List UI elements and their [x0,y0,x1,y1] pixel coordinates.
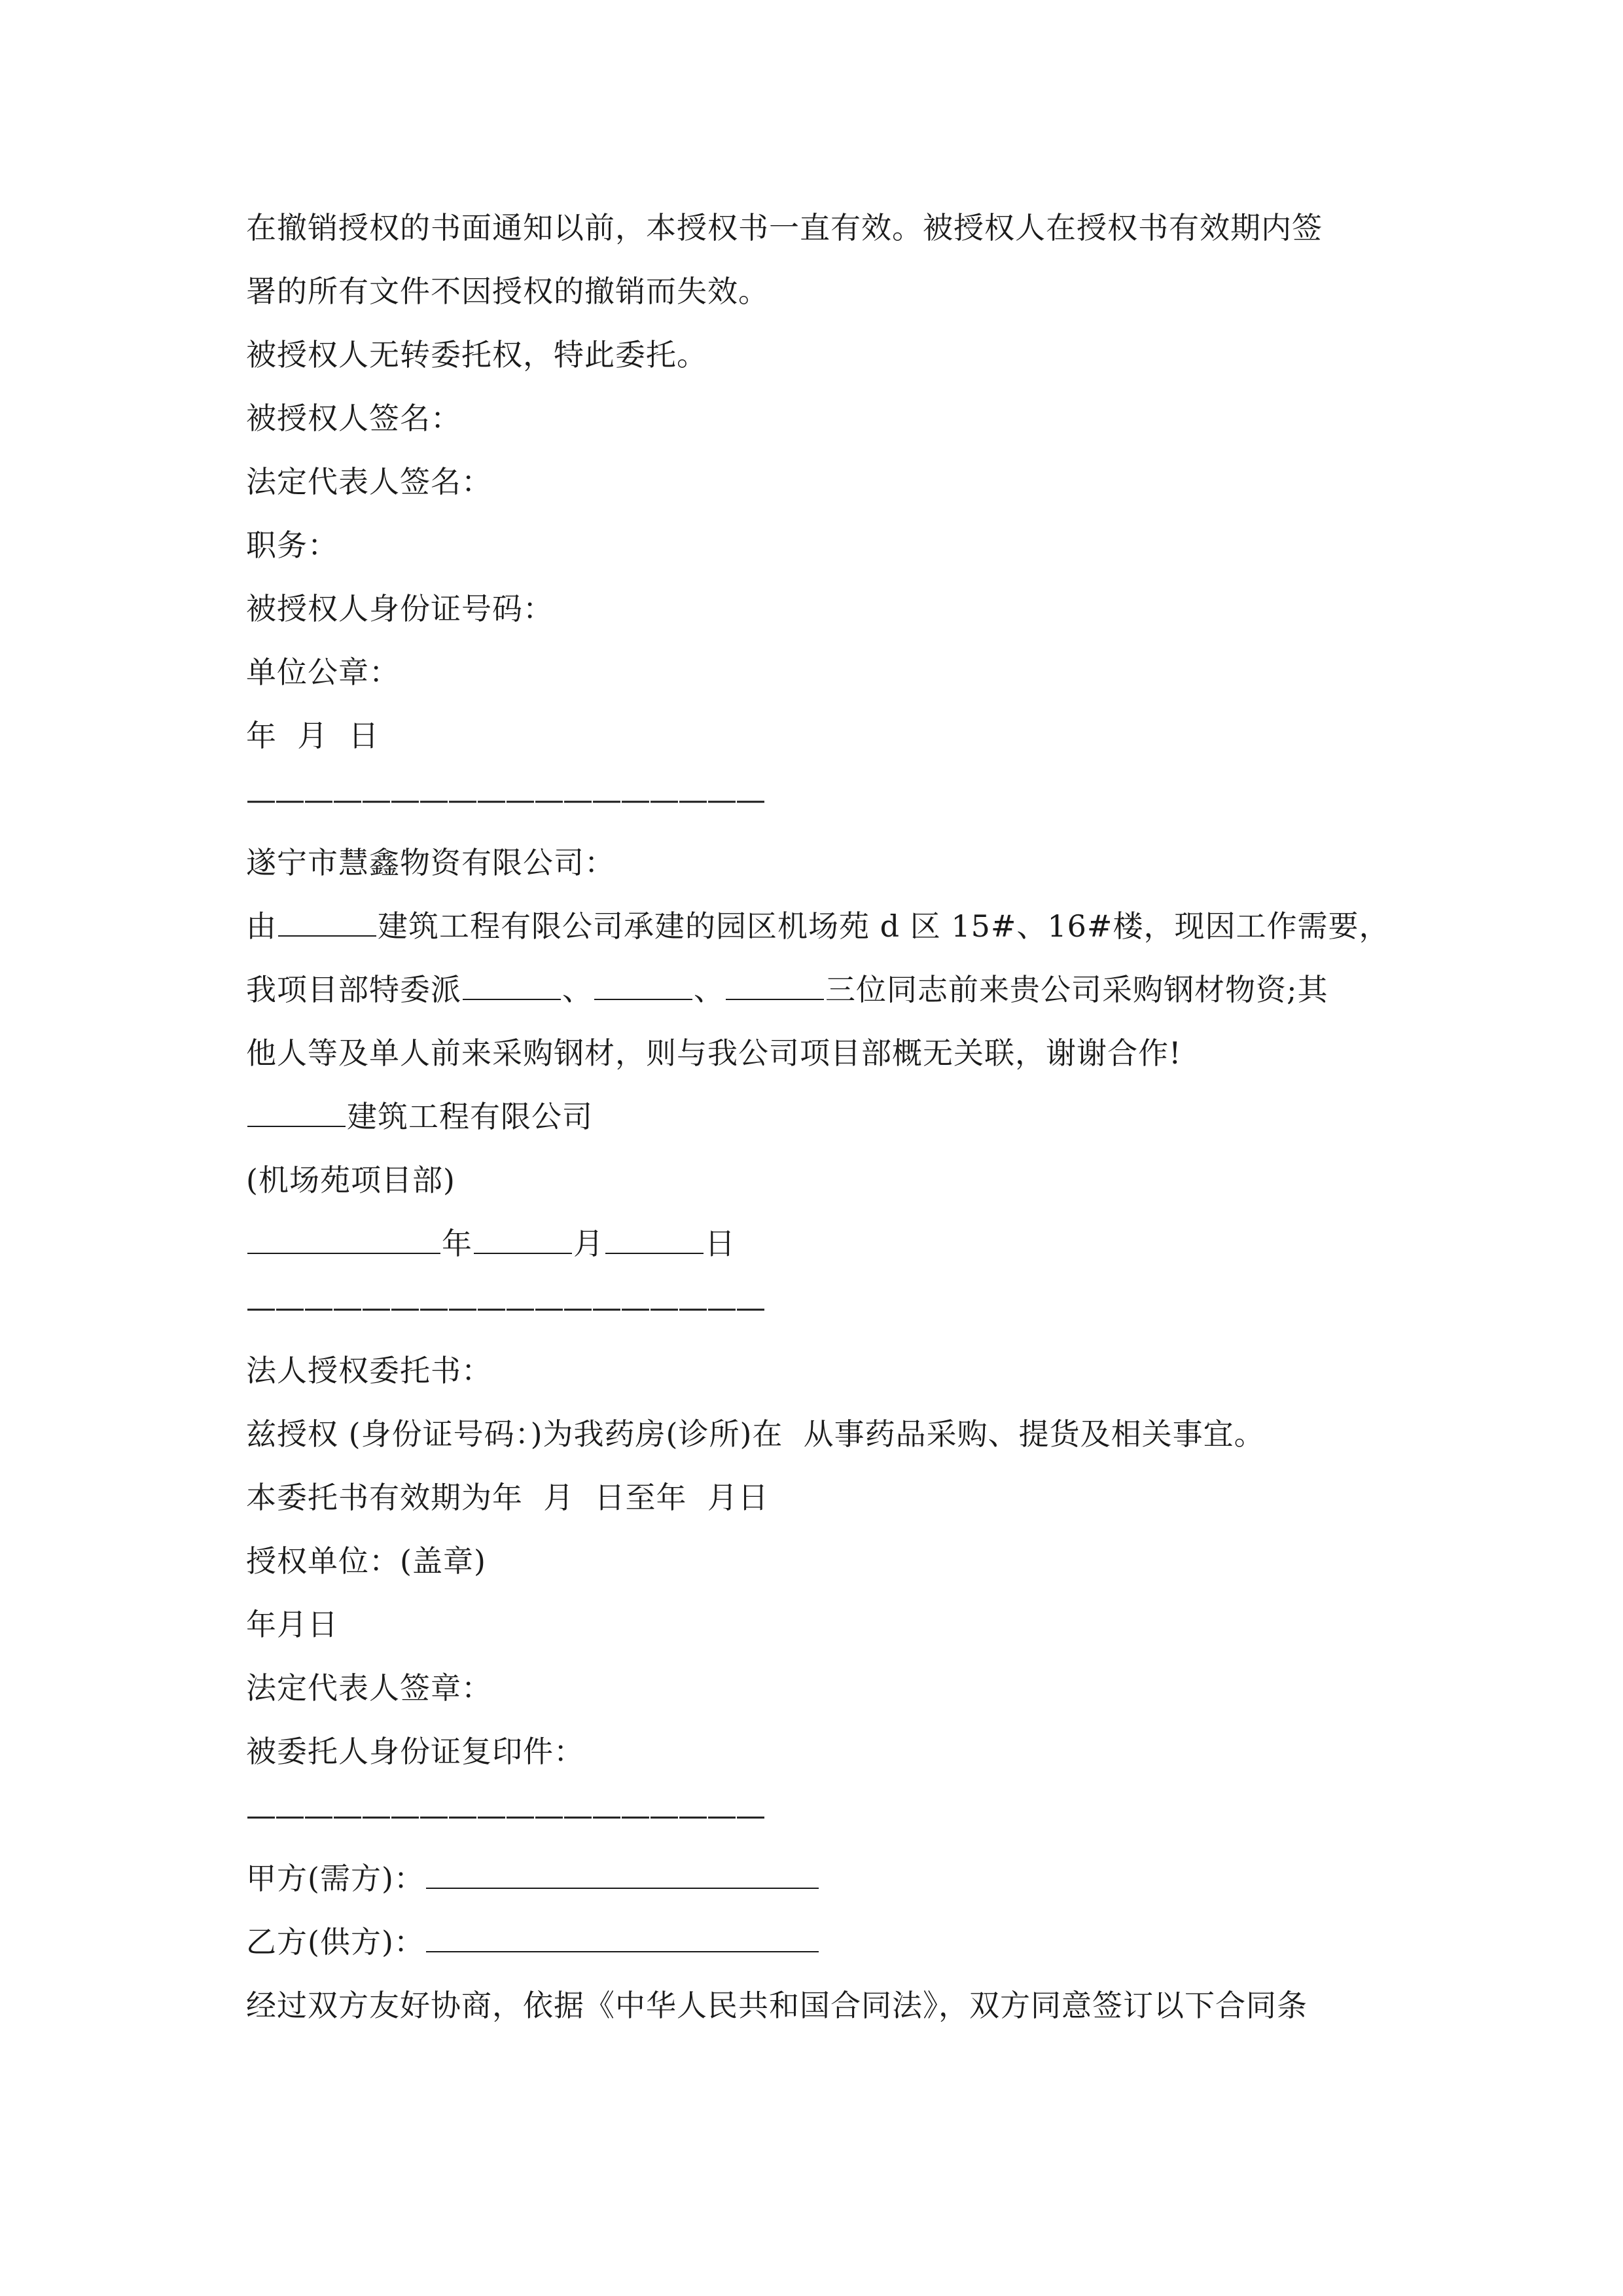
signature-label-legal-rep: 法定代表人签名： [246,464,492,499]
separator: 、 [694,972,724,1007]
party-a-label: 甲方(需方)： [246,1861,425,1896]
blank-party-a [426,1851,819,1889]
department-line: (机场苑项目部) [246,1162,455,1198]
paragraph-line: 年月日 [246,1607,338,1642]
line-prefix: 由 [246,908,277,944]
unit-seal-label: 单位公章： [246,655,400,690]
blank-person-2 [594,962,692,1000]
paragraph-line [246,895,1390,958]
month-label: 月 [573,1226,604,1261]
section-divider: —————————————————— [246,781,764,817]
separator: 、 [562,972,593,1007]
blank-company [278,899,376,937]
paragraph-line: 经过双方友好协商，依据《中华人民共和国合同法》，双方同意签订以下合同条 [246,1988,1308,2023]
year-label: 年 [442,1226,473,1261]
party-a-line [246,1847,1385,1910]
company-line [246,1085,1385,1149]
blank-person-1 [463,962,561,1000]
line-text: 建筑工程有限公司承建的园区机场苑 d 区 15#、16#楼，现因工作需要， [378,908,1390,944]
blank-month [474,1216,572,1254]
paragraph-line: 被授权人无转委托权，特此委托。 [246,337,707,372]
paragraph-line: 他人等及单人前来采购钢材，则与我公司项目部概无关联，谢谢合作! [246,1035,1182,1071]
section-divider: —————————————————— [246,1797,764,1833]
blank-day [605,1216,704,1254]
position-label: 职务： [246,528,338,563]
paragraph-line: 兹授权 (身份证号码：)为我药房(诊所)在 从事药品采购、提货及相关事宜。 [246,1416,1265,1452]
party-b-label: 乙方(供方)： [246,1924,425,1960]
section-title: 法人授权委托书： [246,1353,492,1388]
signature-label-authorized: 被授权人签名： [246,401,461,436]
paragraph-line: 在撤销授权的书面通知以前，本授权书一直有效。被授权人在授权书有效期内签 [246,210,1323,245]
date-fill-line [246,1212,1385,1276]
blank-party-b [426,1914,819,1952]
paragraph-line: 被委托人身份证复印件： [246,1734,584,1769]
date-line: 年 月 日 [246,718,380,753]
addressee: 遂宁市慧鑫物资有限公司： [246,845,615,880]
blank-person-3 [726,962,824,1000]
party-b-line [246,1910,1385,1974]
paragraph-line: 本委托书有效期为年 月 日至年 月日 [246,1480,769,1515]
blank-year [247,1216,440,1254]
paragraph-line: 授权单位：(盖章) [246,1543,486,1579]
paragraph-line [246,958,1385,1022]
line-prefix: 我项目部特委派 [246,972,461,1007]
company-name: 建筑工程有限公司 [347,1099,593,1134]
blank-company-name [247,1089,346,1127]
document-page [246,196,1390,2037]
line-text: 三位同志前来贵公司采购钢材物资;其 [825,972,1329,1007]
id-number-label: 被授权人身份证号码： [246,591,554,626]
section-divider: —————————————————— [246,1289,764,1325]
paragraph-line: 法定代表人签章： [246,1670,492,1706]
paragraph-line: 署的所有文件不因授权的撤销而失效。 [246,274,769,309]
day-label: 日 [705,1226,736,1261]
